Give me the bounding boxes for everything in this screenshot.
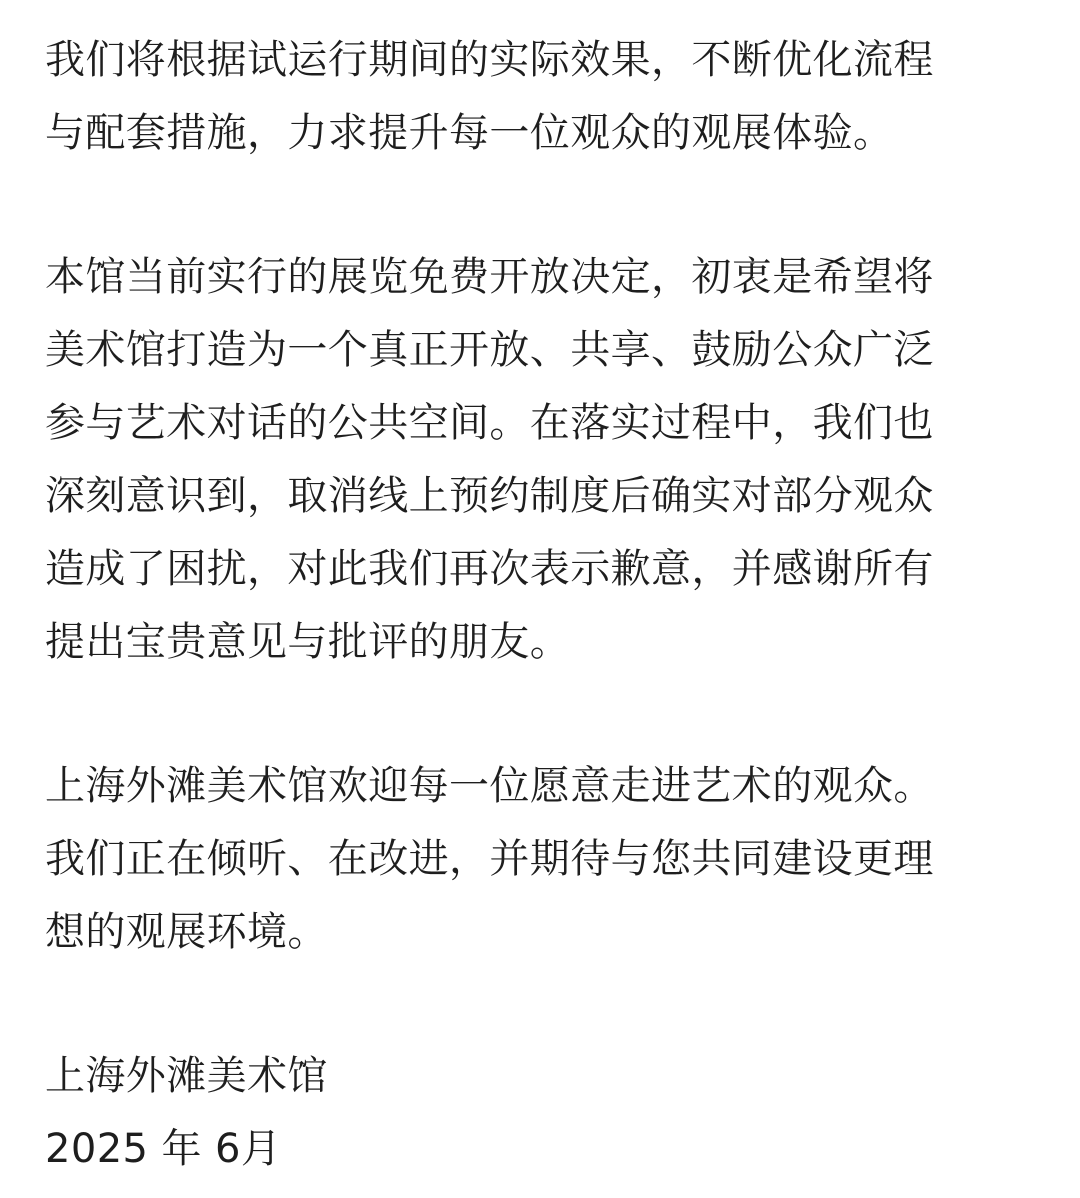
text-line: 我们正在倾听、在改进，并期待与您共同建设更理 <box>45 836 934 882</box>
text-line: 我们将根据试运行期间的实际效果，不断优化流程 <box>45 37 934 83</box>
text-line: 参与艺术对话的公共空间。在落实过程中，我们也 <box>45 400 934 446</box>
text-line: 上海外滩美术馆欢迎每一位愿意走进艺术的观众。 <box>45 763 934 809</box>
text-line: 美术馆打造为一个真正开放、共享、鼓励公众广泛 <box>45 327 934 373</box>
text-line: 造成了困扰，对此我们再次表示歉意，并感谢所有 <box>45 546 934 592</box>
text-line: 深刻意识到，取消线上预约制度后确实对部分观众 <box>45 473 934 519</box>
text-line: 提出宝贵意见与批评的朋友。 <box>45 619 571 665</box>
signature-organization: 上海外滩美术馆 <box>45 1053 328 1099</box>
text-line: 想的观展环境。 <box>45 909 328 955</box>
text-line: 与配套措施，力求提升每一位观众的观展体验。 <box>45 110 894 156</box>
signature-date: 2025 年 6月 <box>45 1126 282 1172</box>
text-line: 本馆当前实行的展览免费开放决定，初衷是希望将 <box>45 254 934 300</box>
